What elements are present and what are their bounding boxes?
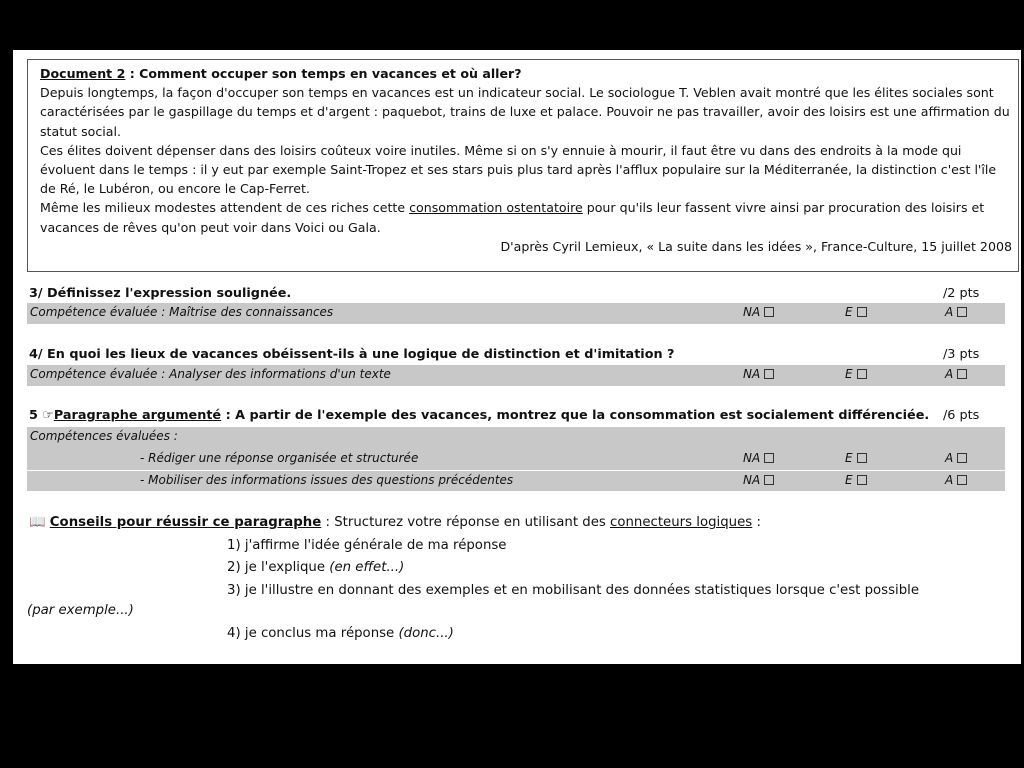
- advice-intro: : Structurez votre réponse en utilisant des: [321, 515, 611, 530]
- question-5-competence-2-row: [27, 471, 1005, 492]
- advice-step-4: 4) je conclus ma réponse (donc...): [227, 626, 454, 641]
- grade-na-checkbox[interactable]: [764, 475, 774, 485]
- grade-a-checkbox[interactable]: [957, 475, 967, 485]
- grade-e-label: E: [845, 305, 853, 319]
- grade-a-checkbox[interactable]: [957, 369, 967, 379]
- document-source: D'après Cyril Lemieux, « La suite dans les idées », France-Culture, 15 juillet 2008: [500, 238, 1012, 254]
- question-4-competence-row: [27, 365, 1005, 386]
- grade-e-label: E: [845, 367, 853, 381]
- grade-a-checkbox[interactable]: [957, 453, 967, 463]
- advice-step-3-example: (par exemple...): [27, 603, 134, 618]
- document-label: Document 2: [40, 66, 126, 81]
- question-3-competence-row: [27, 303, 1005, 324]
- advice-step-2: 2) je l'explique (en effet...): [227, 560, 405, 575]
- question-5-competences-title: Compétences évaluées :: [30, 429, 178, 443]
- grade-e-label: E: [845, 473, 853, 487]
- question-4-points: /3 pts: [943, 347, 980, 362]
- question-5-competence-1: - Rédiger une réponse organisée et structurée: [140, 451, 419, 465]
- grade-na-label: NA: [743, 367, 761, 381]
- document-paragraph-3: Même les milieux modestes attendent de ces riches cette consommation ostentatoire pour qu'ils leur fassent vivre ainsi par procuration des loisirs et vacances de rêves qu'on peut voir dans Voici ou Gala.: [40, 200, 985, 235]
- worksheet-page: [13, 50, 1021, 664]
- question-3-text: 3/ Définissez l'expression soulignée.: [29, 286, 292, 301]
- underlined-expression: consommation ostentatoire: [409, 200, 583, 216]
- grade-e-checkbox[interactable]: [857, 475, 867, 485]
- grade-a-label: A: [945, 305, 954, 319]
- document-title: [40, 64, 1012, 83]
- grade-e-checkbox[interactable]: [857, 307, 867, 317]
- advice-title: Conseils pour réussir ce paragraphe: [49, 515, 322, 530]
- question-5-text: : A partir de l'exemple des vacances, montrez que la consommation est socialement différenciée.: [221, 408, 930, 423]
- grade-a-checkbox[interactable]: [957, 307, 967, 317]
- question-5-competence-title-row: [27, 427, 1005, 448]
- grade-na-checkbox[interactable]: [764, 307, 774, 317]
- advice-connectors: connecteurs logiques: [610, 515, 753, 530]
- document-box: [27, 59, 1019, 272]
- advice-section: 📖 Conseils pour réussir ce paragraphe : Structurez votre réponse en utilisant des connecteurs logiques :: [29, 515, 761, 530]
- question-3-points: /2 pts: [943, 286, 980, 301]
- grade-na-label: NA: [743, 451, 761, 465]
- grade-a-label: A: [945, 367, 954, 381]
- grade-a-label: A: [945, 451, 954, 465]
- document-question: : Comment occuper son temps en vacances et où aller?: [125, 66, 522, 81]
- book-icon: 📖: [29, 515, 46, 530]
- question-5-competence-1-row: [27, 449, 1005, 470]
- question-3-competence: Compétence évaluée : Maîtrise des connaissances: [30, 305, 334, 319]
- question-4: [29, 347, 1007, 362]
- question-4-competence: Compétence évaluée : Analyser des informations d'un texte: [30, 367, 391, 381]
- question-5-number: 5 ☞: [29, 408, 54, 423]
- question-5-points: /6 pts: [943, 408, 980, 423]
- advice-step-1: 1) j'affirme l'idée générale de ma réponse: [227, 538, 507, 553]
- grade-na-label: NA: [743, 473, 761, 487]
- question-3: [29, 286, 1007, 301]
- grade-na-label: NA: [743, 305, 761, 319]
- grade-na-checkbox[interactable]: [764, 369, 774, 379]
- question-5: [29, 408, 1007, 423]
- grade-e-checkbox[interactable]: [857, 369, 867, 379]
- document-paragraph-1: Depuis longtemps, la façon d'occuper son temps en vacances est un indicateur social. Le sociologue T. Veblen avait montré que les élites sociales sont caractérisées par le gaspillage du temps et d'argent : paquebot, trains de luxe et palace. Pouvoir ne pas travailler, avoir des loisirs est une affirmation du statut social.: [40, 85, 1010, 139]
- grade-na-checkbox[interactable]: [764, 453, 774, 463]
- question-5-label: Paragraphe argumenté: [53, 408, 222, 423]
- document-paragraph-2: Ces élites doivent dépenser dans des loisirs coûteux voire inutiles. Même si on s'y ennuie à mourir, il faut être vu dans des endroits à la mode qui évoluent dans le temps : il y eut par exemple Saint-Tropez et ses stars puis plus tard après l'afflux populaire sur la Méditerranée, la distinction c'est l'île de Ré, le Lubéron, ou encore le Cap-Ferret.: [40, 142, 997, 197]
- question-4-text: 4/ En quoi les lieux de vacances obéissent-ils à une logique de distinction et d'imitation ?: [29, 347, 675, 362]
- grade-a-label: A: [945, 473, 954, 487]
- advice-step-3: 3) je l'illustre en donnant des exemples et en mobilisant des données statistiques lorsque c'est possible: [227, 583, 920, 598]
- grade-e-checkbox[interactable]: [857, 453, 867, 463]
- grade-e-label: E: [845, 451, 853, 465]
- question-5-competence-2: - Mobiliser des informations issues des questions précédentes: [140, 473, 514, 487]
